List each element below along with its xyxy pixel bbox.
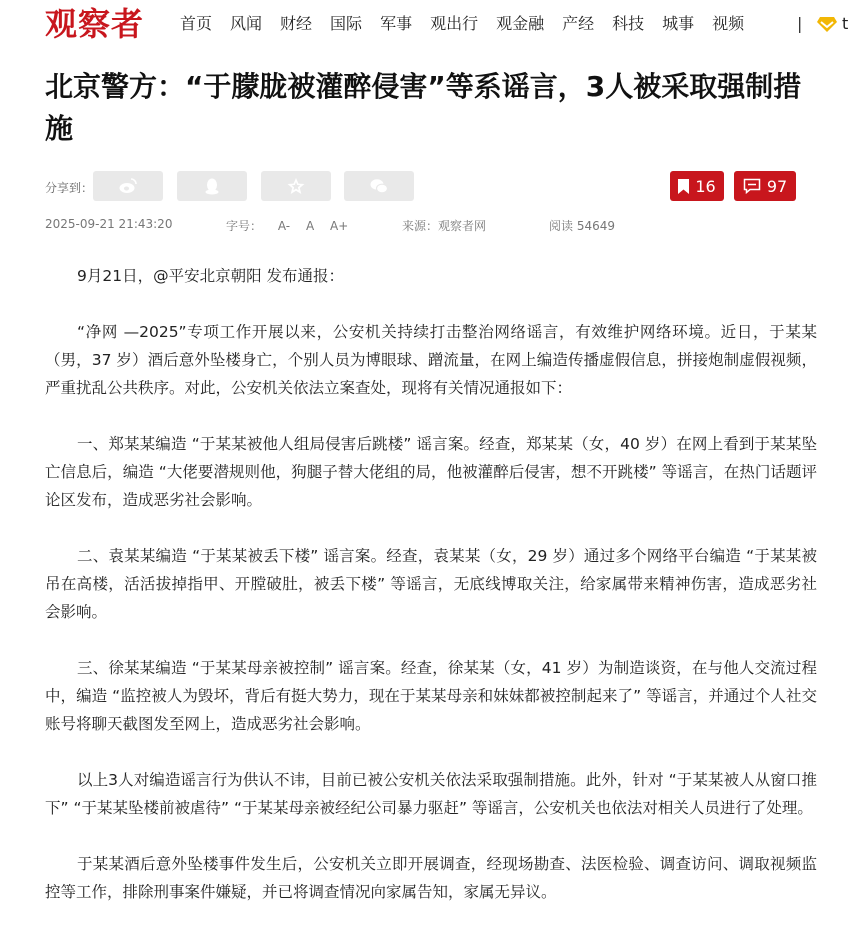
nav-item-home[interactable]: 首页 [180, 14, 213, 33]
share-wechat-button[interactable] [344, 171, 414, 201]
article-title: 北京警方：“于朦胧被灌醉侵害”等系谣言，3人被采取强制措施 [45, 70, 802, 145]
bookmark-button[interactable] [670, 171, 724, 201]
nav-item-tech[interactable]: 科技 [612, 14, 645, 33]
article-paragraph: 二、袁某某编造 “于某某被丢下楼” 谣言案。经查，袁某某（女，29 岁）通过多个网络平台编造 “于某某被吊在高楼，活活拔掉指甲、开膛破肚，被丢下楼” 等谣言，无底线博取关注，给家属带来精神伤害，造成恶劣社会影响。 [45, 547, 817, 621]
read-count: 阅读 54649 [549, 219, 615, 233]
article-paragraph: 于某某酒后意外坠楼事件发生后，公安机关立即开展调查，经现场勘查、法医检验、调查访问、调取视频监控等工作，排除刑事案件嫌疑，并已将调查情况向家属告知，家属无异议。 [45, 855, 817, 901]
font-size-decrease[interactable]: A- [277, 219, 291, 233]
nav-item-fengwen[interactable]: 风闻 [230, 14, 263, 33]
article-paragraph: 9月21日，@平安北京朝阳 发布通报： [77, 267, 345, 285]
nav-item-finance[interactable]: 财经 [280, 14, 313, 33]
font-size-label: 字号： [226, 219, 263, 233]
nav-item-travel[interactable]: 观出行 [430, 14, 479, 33]
site-header [0, 0, 851, 50]
font-size-control [226, 217, 360, 234]
nav-item-industry[interactable]: 产经 [562, 14, 595, 33]
article-body [45, 262, 817, 934]
comment-count: 97 [766, 176, 788, 196]
nav-item-truncated[interactable]: t [842, 14, 849, 33]
article-paragraph: 一、郑某某编造 “于某某被他人组局侵害后跳楼” 谣言案。经查，郑某某（女，40 岁）在网上看到于某某坠亡信息后，编造 “大佬要潜规则他，狗腿子替大佬组的局，他被灌醉后侵害，想不开跳楼” 等谣言，在热门话题评论区发布，造成恶劣社会影响。 [45, 435, 817, 509]
weibo-icon [118, 176, 138, 196]
publish-date: 2025-09-21 21:43:20 [45, 217, 173, 231]
nav-item-international[interactable]: 国际 [330, 14, 363, 33]
comment-button[interactable] [734, 171, 796, 201]
share-label: 分享到： [45, 181, 94, 195]
nav-item-city[interactable]: 城事 [662, 14, 695, 33]
wechat-icon [369, 176, 389, 196]
bookmark-count: 16 [695, 176, 716, 196]
qq-icon [202, 176, 222, 196]
vip-diamond-icon[interactable] [817, 15, 837, 33]
article-source: 来源：观察者网 [402, 219, 487, 233]
article-paragraph: “净网 —2025”专项工作开展以来，公安机关持续打击整治网络谣言，有效维护网络环境。近日，于某某（男，37 岁）酒后意外坠楼身亡，个别人员为博眼球、蹭流量，在网上编造传播虚假信息，拼接炮制虚假视频，严重扰乱公共秩序。对此，公安机关依法立案查处，现将有关情况通报如下： [45, 323, 817, 397]
comment-icon [743, 178, 761, 194]
article-paragraph: 三、徐某某编造 “于某某母亲被控制” 谣言案。经查，徐某某（女，41 岁）为制造谈资，在与他人交流过程中，编造 “监控被人为毁坏，背后有挺大势力，现在于某某母亲和妹妹都被控制起来了” 等谣言，并通过个人社交账号将聊天截图发至网上，造成恶劣社会影响。 [45, 659, 817, 733]
font-size-increase[interactable]: A+ [330, 219, 349, 233]
article-paragraph: 以上3人对编造谣言行为供认不讳，目前已被公安机关依法采取强制措施。此外，针对 “于某某被人从窗口推下” “于某某坠楼前被虐待” “于某某母亲被经纪公司暴力驱赶” 等谣言，公安机关也依法对相关人员进行了处理。 [45, 771, 817, 817]
nav-separator: | [797, 14, 803, 33]
share-weibo-button[interactable] [93, 171, 163, 201]
share-qzone-button[interactable] [261, 171, 331, 201]
font-size-normal[interactable]: A [305, 219, 315, 233]
share-qq-button[interactable] [177, 171, 247, 201]
main-nav [180, 14, 762, 34]
site-logo[interactable]: 观察者 [45, 5, 145, 43]
nav-item-fintech[interactable]: 观金融 [496, 14, 545, 33]
nav-item-military[interactable]: 军事 [380, 14, 413, 33]
bookmark-icon [678, 179, 689, 194]
qzone-icon [286, 176, 306, 196]
nav-item-video[interactable]: 视频 [712, 14, 745, 33]
